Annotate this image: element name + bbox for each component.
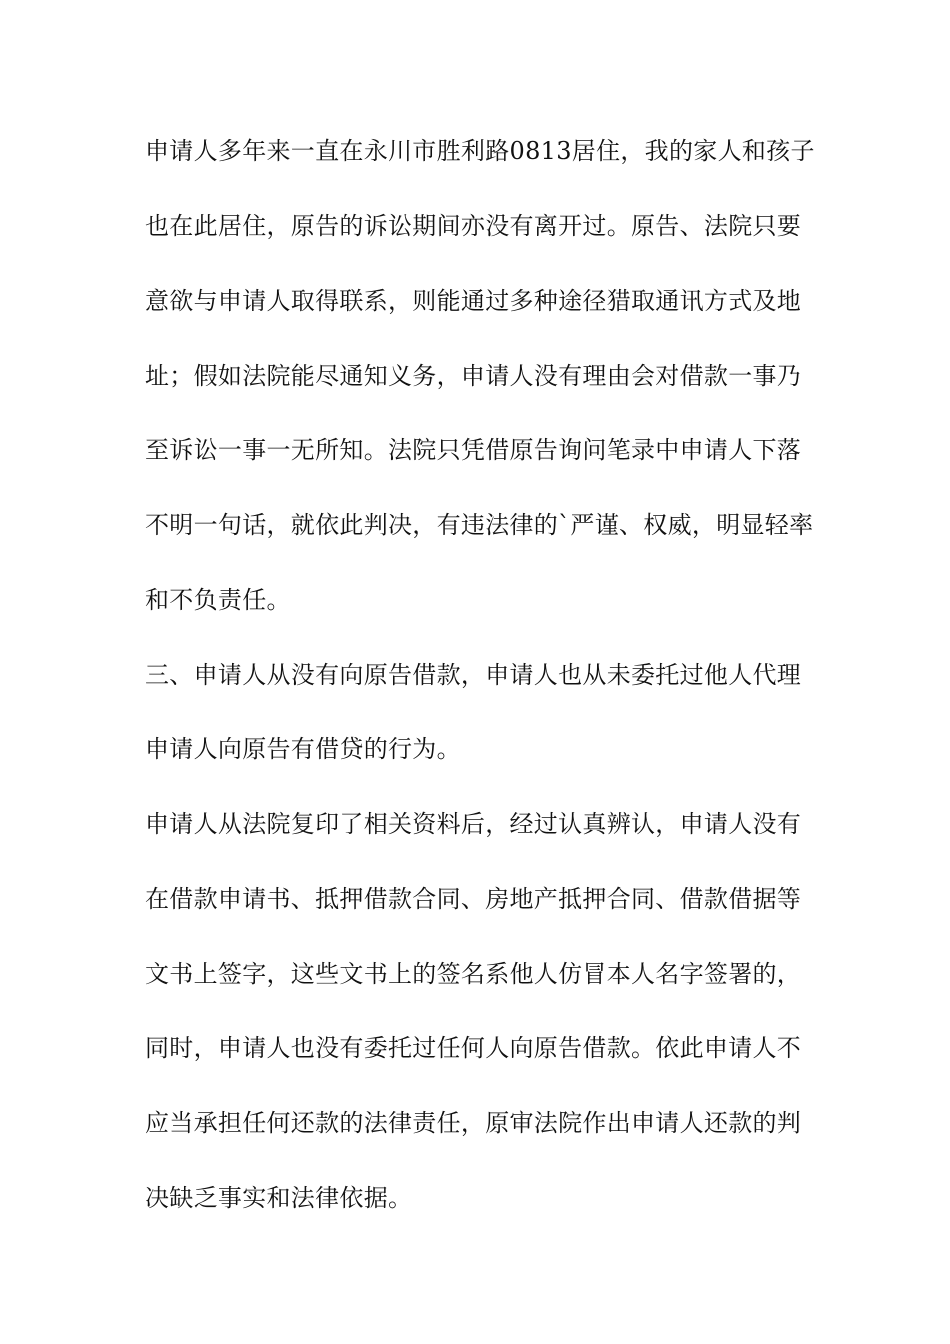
text-line: 至诉讼一事一无所知。法院只凭借原告询问笔录中申请人下落 — [145, 436, 802, 464]
text-line: 不明一句话，就依此判决，有违法律的`严谨、权威，明显轻率 — [145, 511, 814, 539]
text-line: 应当承担任何还款的法律责任，原审法院作出申请人还款的判 — [145, 1109, 802, 1137]
text-line: 在借款申请书、抵押借款合同、房地产抵押合同、借款借据等 — [145, 885, 802, 913]
text-line: 意欲与申请人取得联系，则能通过多种途径猎取通讯方式及地 — [145, 287, 802, 315]
text-line: 和不负责任。 — [145, 586, 291, 614]
text-line: 申请人从法院复印了相关资料后，经过认真辨认，申请人没有 — [145, 810, 802, 838]
text-line: 决缺乏事实和法律依据。 — [145, 1184, 413, 1212]
text-line: 也在此居住，原告的诉讼期间亦没有离开过。原告、法院只要 — [145, 212, 802, 240]
text-line: 申请人向原告有借贷的行为。 — [145, 735, 461, 763]
text-line: 文书上签字，这些文书上的签名系他人仿冒本人名字签署的， — [145, 960, 802, 988]
text-line: 申请人多年来一直在永川市胜利路0813居住，我的家人和孩子 — [145, 137, 815, 165]
text-line: 址；假如法院能尽通知义务，申请人没有理由会对借款一事乃 — [145, 362, 802, 390]
text-line: 同时，申请人也没有委托过任何人向原告借款。依此申请人不 — [145, 1034, 802, 1062]
section-heading: 三、申请人从没有向原告借款，申请人也从未委托过他人代理 — [145, 661, 802, 689]
